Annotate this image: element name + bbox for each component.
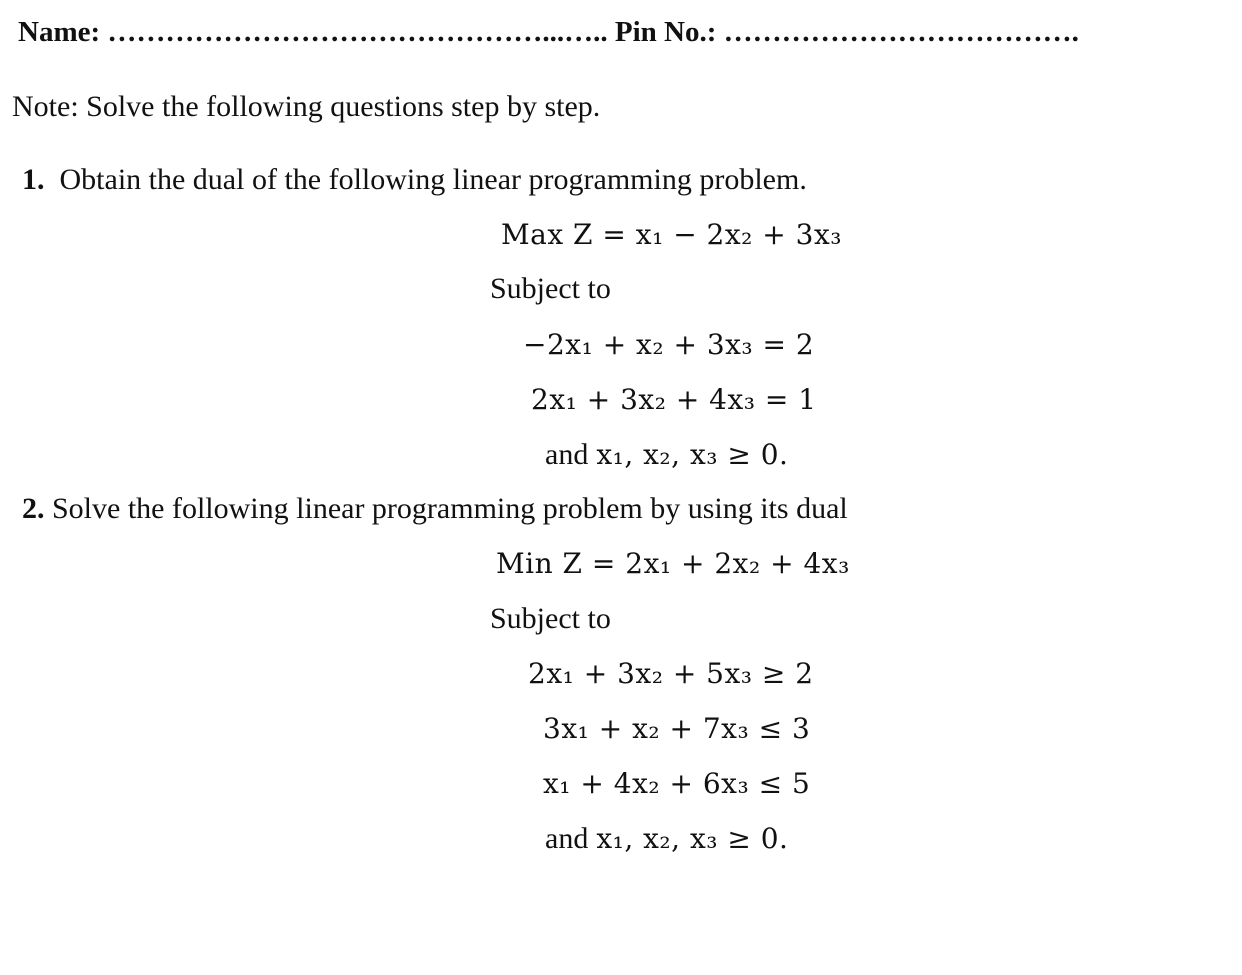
- question-2-prompt: Solve the following linear programming problem by using its dual: [52, 492, 848, 525]
- q1-constraint-2: 2x₁ + 3x₂ + 4x₃ = 1: [531, 383, 817, 416]
- question-1: [22, 163, 807, 197]
- q1-constraint-1: −2x₁ + x₂ + 3x₃ = 2: [523, 328, 815, 361]
- pin-field: ……………………………….: [723, 16, 1079, 48]
- q1-nonnegativity: [545, 438, 788, 472]
- q1-objective: Max Z = x₁ − 2x₂ + 3x₃: [501, 218, 842, 251]
- q1-and: and: [545, 438, 589, 471]
- q2-subject-to: Subject to: [490, 602, 611, 635]
- header-line: [18, 16, 1079, 49]
- q2-constraint-3: x₁ + 4x₂ + 6x₃ ≤ 5: [543, 767, 811, 800]
- q2-nonneg-expr: x₁, x₂, x₃ ≥ 0.: [596, 822, 789, 855]
- question-1-prompt: Obtain the dual of the following linear programming problem.: [59, 163, 807, 196]
- pin-label: Pin No.:: [614, 16, 717, 48]
- question-1-number: 1.: [22, 163, 45, 196]
- name-field: ………………………………………...…..: [107, 16, 608, 48]
- q2-nonnegativity: [545, 822, 788, 856]
- q1-nonneg-expr: x₁, x₂, x₃ ≥ 0.: [596, 438, 789, 471]
- question-2-number: 2.: [22, 492, 45, 525]
- q2-constraint-2: 3x₁ + x₂ + 7x₃ ≤ 3: [543, 712, 811, 745]
- note-text: Note: Solve the following questions step by step.: [12, 90, 601, 123]
- q2-objective: Min Z = 2x₁ + 2x₂ + 4x₃: [496, 547, 850, 580]
- q2-and: and: [545, 822, 589, 855]
- q2-constraint-1: 2x₁ + 3x₂ + 5x₃ ≥ 2: [528, 657, 814, 690]
- question-2: [22, 492, 848, 526]
- q1-subject-to: Subject to: [490, 272, 611, 305]
- name-label: Name:: [18, 16, 101, 48]
